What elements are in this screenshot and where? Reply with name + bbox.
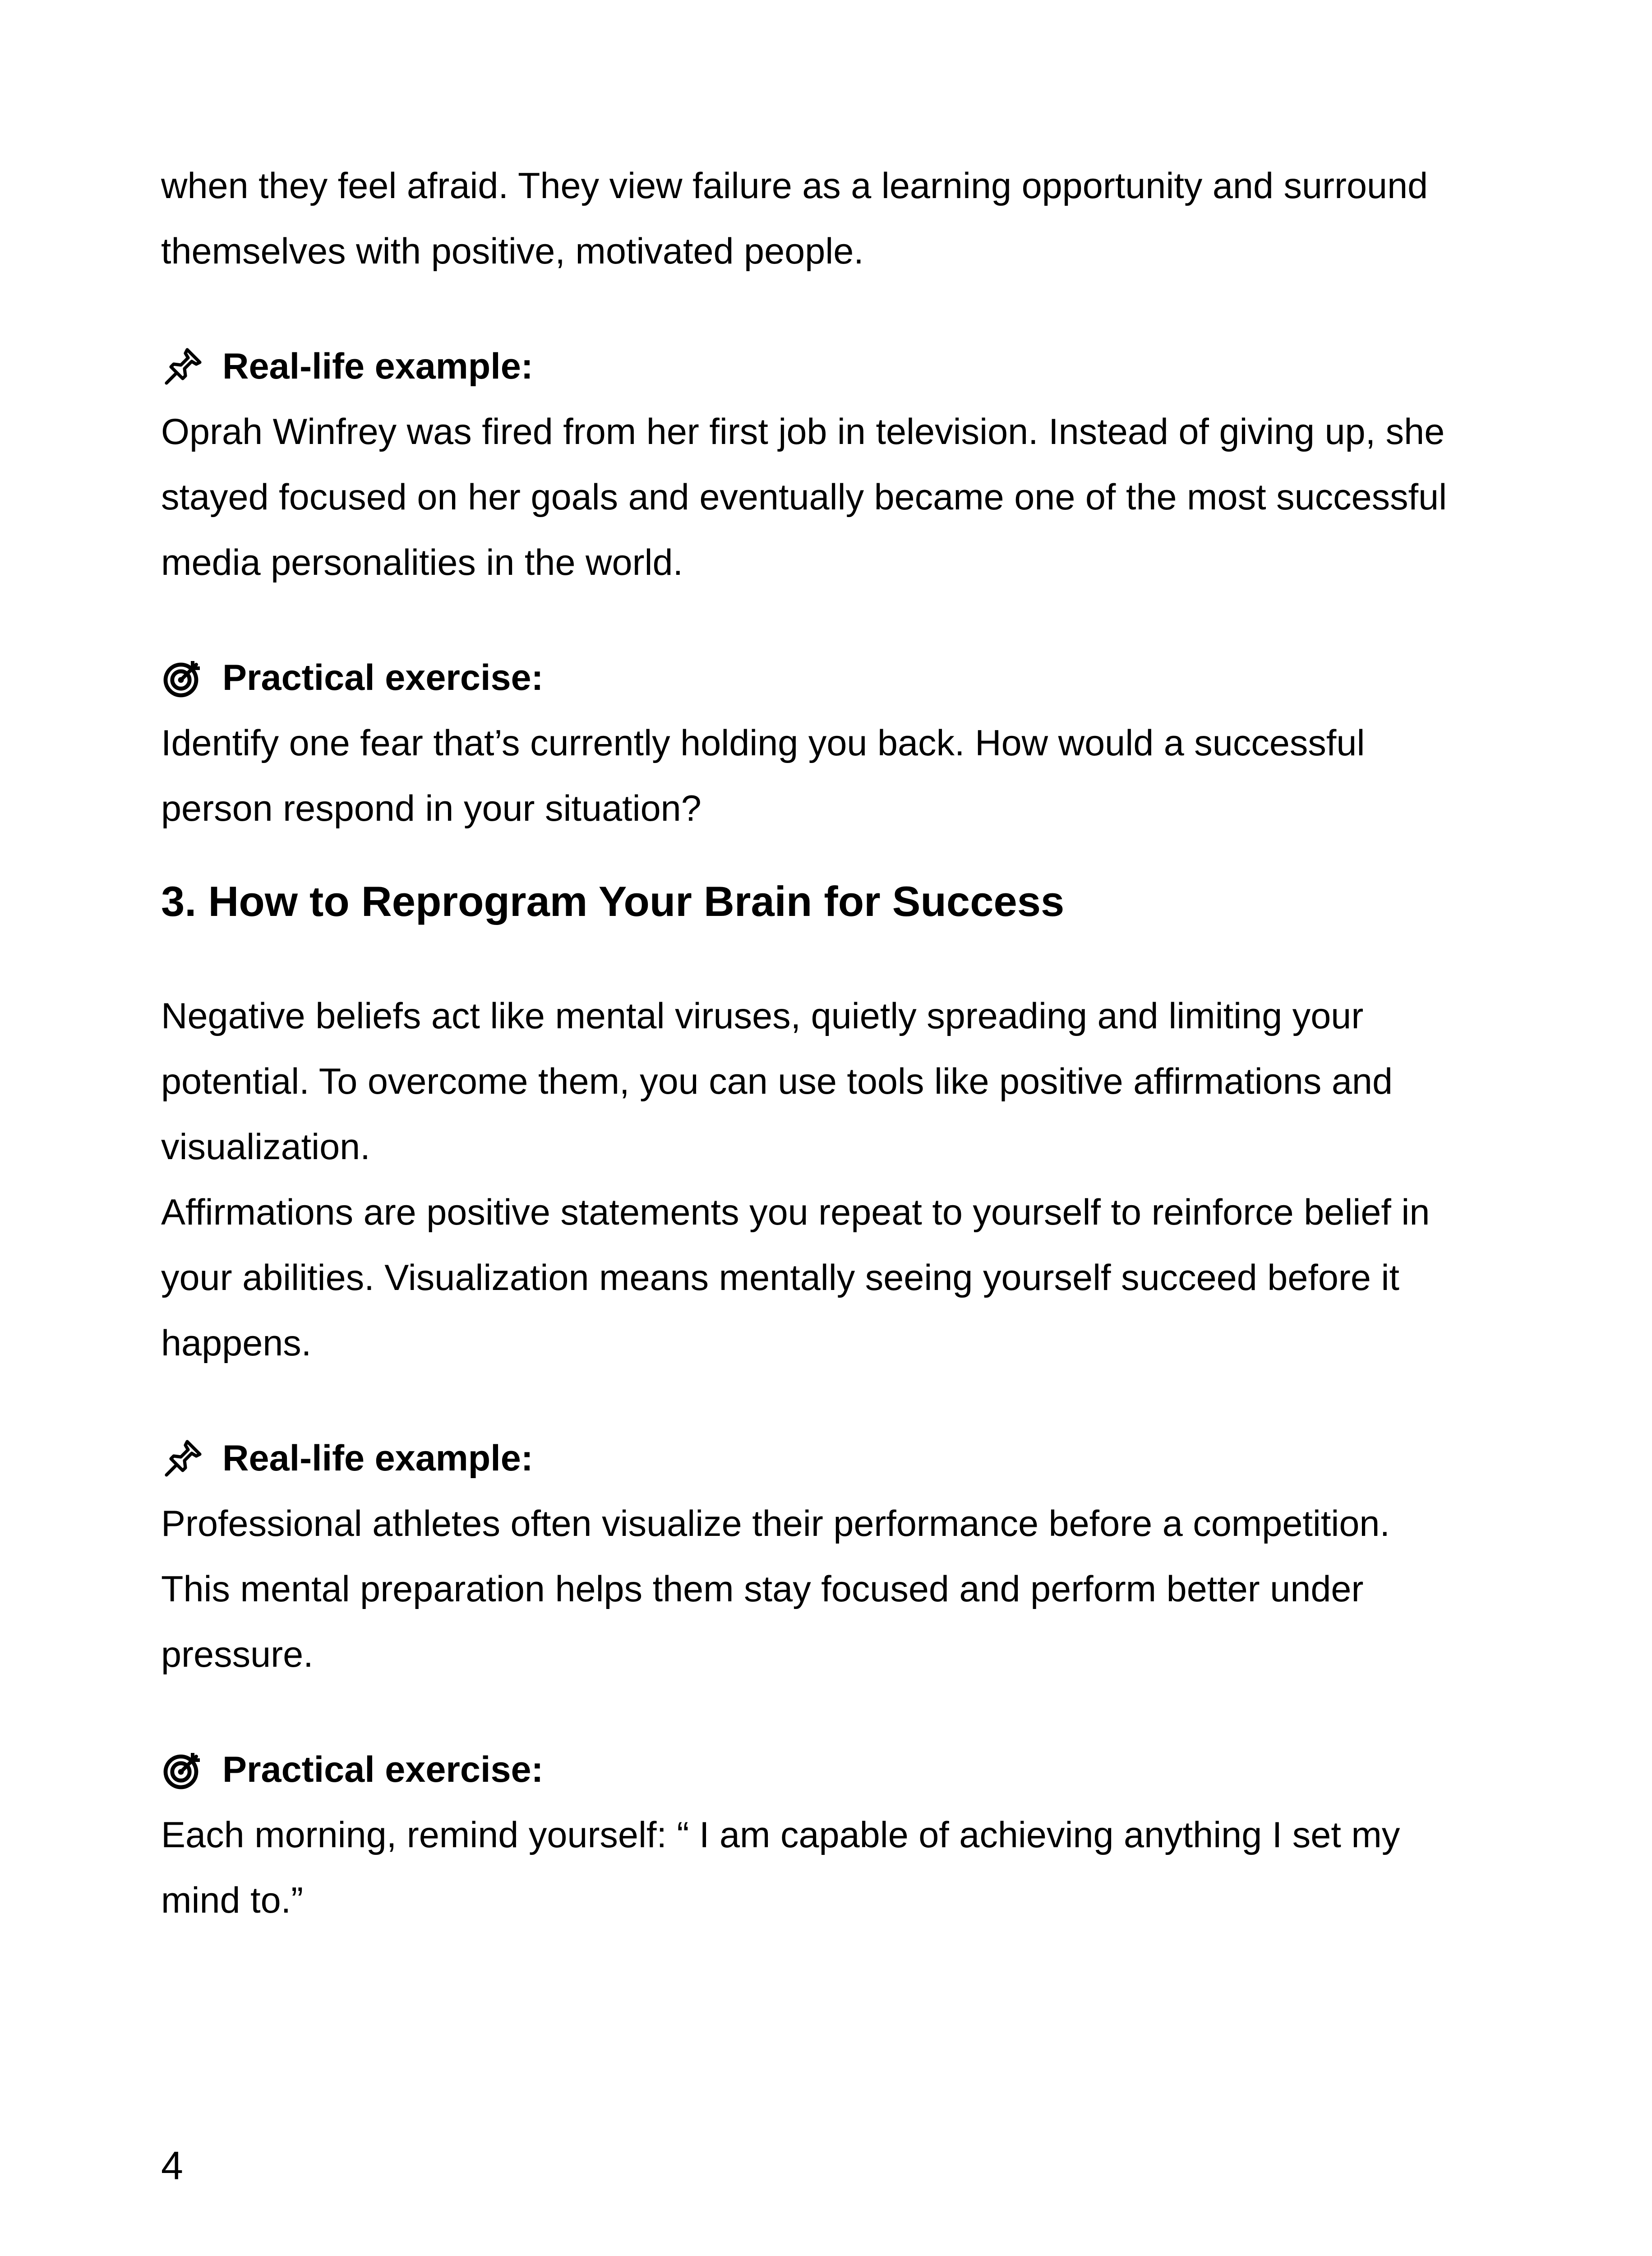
exercise-heading-label: Practical exercise: bbox=[222, 1749, 544, 1790]
example-paragraph bbox=[161, 1491, 1514, 1687]
example-heading bbox=[161, 1426, 1514, 1491]
text-line: themselves with positive, motivated people. bbox=[161, 231, 864, 272]
text-line: your abilities. Visualization means mentally seeing yourself succeed before it bbox=[161, 1257, 1399, 1298]
text-line: mind to.” bbox=[161, 1880, 304, 1921]
exercise-heading bbox=[161, 645, 1514, 711]
text-line: visualization. bbox=[161, 1127, 370, 1167]
text-line: Affirmations are positive statements you repeat to yourself to reinforce belief in bbox=[161, 1192, 1430, 1233]
page-content bbox=[161, 153, 1514, 1933]
text-line: Professional athletes often visualize their performance before a competition. bbox=[161, 1503, 1390, 1544]
pushpin-icon bbox=[161, 1437, 204, 1480]
text-line: when they feel afraid. They view failure as a learning opportunity and surround bbox=[161, 166, 1428, 206]
text-line: Negative beliefs act like mental viruses, quietly spreading and limiting your bbox=[161, 996, 1364, 1036]
text-line: This mental preparation helps them stay focused and perform better under bbox=[161, 1569, 1364, 1609]
example-heading-label: Real-life example: bbox=[222, 346, 533, 387]
text-line: Oprah Winfrey was fired from her first job in television. Instead of giving up, she bbox=[161, 411, 1445, 452]
text-line: Identify one fear that’s currently holding you back. How would a successful bbox=[161, 723, 1365, 763]
text-line: happens. bbox=[161, 1323, 312, 1364]
text-line: Each morning, remind yourself: “ I am capable of achieving anything I set my bbox=[161, 1815, 1400, 1855]
exercise-paragraph bbox=[161, 1803, 1514, 1933]
target-icon bbox=[161, 656, 204, 700]
exercise-heading-label: Practical exercise: bbox=[222, 657, 544, 698]
text-line: person respond in your situation? bbox=[161, 788, 701, 829]
pushpin-icon bbox=[161, 345, 204, 388]
section-heading: 3. How to Reprogram Your Brain for Success bbox=[161, 878, 1065, 925]
text-line: stayed focused on her goals and eventually became one of the most successful bbox=[161, 477, 1447, 518]
exercise-heading bbox=[161, 1737, 1514, 1803]
target-icon bbox=[161, 1748, 204, 1792]
text-line: potential. To overcome them, you can use tools like positive affirmations and bbox=[161, 1061, 1393, 1102]
text-line: pressure. bbox=[161, 1634, 314, 1675]
intro-paragraph bbox=[161, 153, 1514, 284]
page-number: 4 bbox=[161, 2143, 183, 2188]
example-paragraph bbox=[161, 399, 1514, 596]
example-heading-label: Real-life example: bbox=[222, 1438, 533, 1479]
text-line: media personalities in the world. bbox=[161, 542, 683, 583]
body-paragraph bbox=[161, 984, 1514, 1376]
example-heading bbox=[161, 334, 1514, 399]
exercise-paragraph bbox=[161, 711, 1514, 841]
